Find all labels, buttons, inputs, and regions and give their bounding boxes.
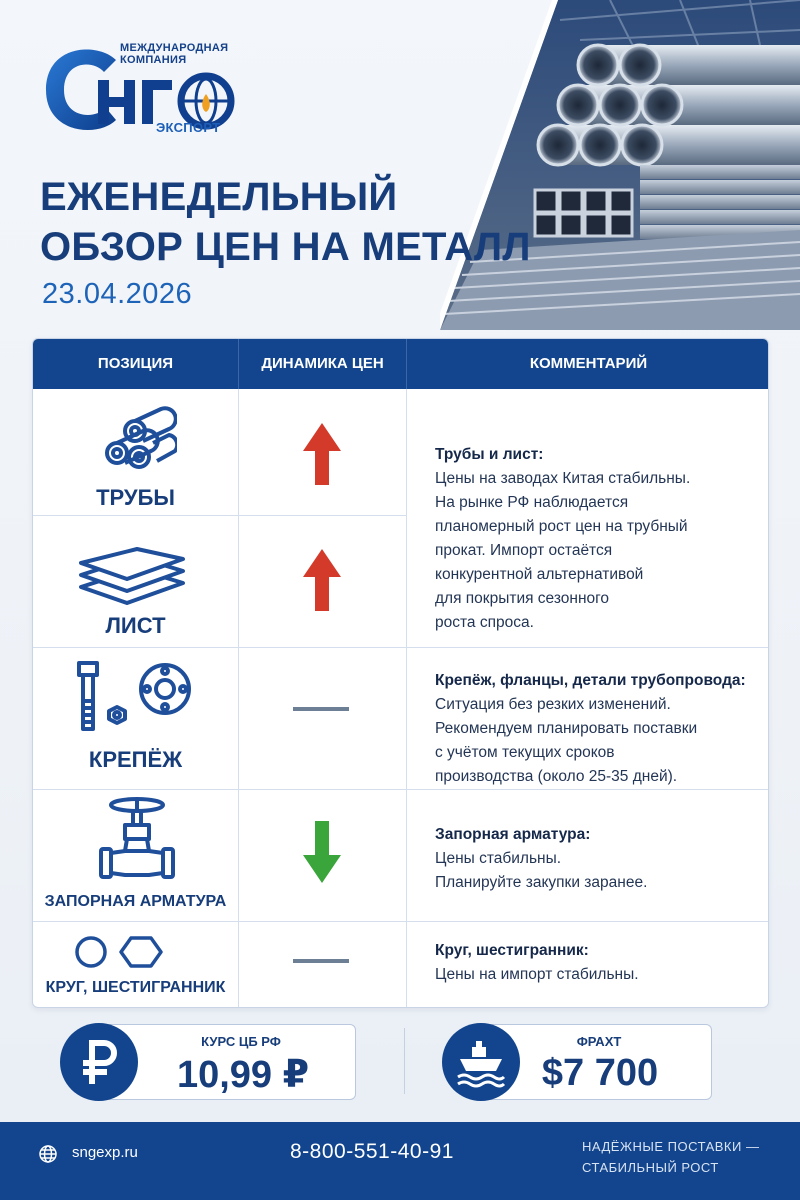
exchange-rate-value: 10,99 ₽ xyxy=(176,1054,310,1096)
comment-fastener xyxy=(435,669,765,789)
arrow-up-icon xyxy=(303,549,341,611)
pipes-icon xyxy=(95,403,177,471)
steel-products-photo xyxy=(440,0,800,330)
ruble-icon xyxy=(60,1023,138,1101)
column-divider xyxy=(238,389,239,1007)
column-divider xyxy=(406,389,407,1007)
slogan-line-1: НАДЁЖНЫЕ ПОСТАВКИ — xyxy=(582,1139,760,1154)
row-divider xyxy=(33,789,769,790)
arrow-down-icon xyxy=(303,821,341,883)
freight-value: $7 700 xyxy=(541,1052,659,1094)
comment-line: роста спроса. xyxy=(435,614,534,631)
fastener-icon xyxy=(75,661,193,735)
comment-round-hex xyxy=(435,939,765,987)
comment-title: Трубы и лист: xyxy=(435,446,544,463)
footer xyxy=(0,1122,800,1200)
arrow-up-icon xyxy=(303,423,341,485)
row-divider xyxy=(33,921,769,922)
title-line-1: ЕЖЕНЕДЕЛЬНЫЙ xyxy=(40,175,398,219)
flat-dash-icon xyxy=(293,705,349,713)
row-divider xyxy=(33,647,769,648)
logo-text-export: ЭКСПОРТ xyxy=(156,120,221,135)
header-dynamics: ДИНАМИКА ЦЕН xyxy=(238,339,406,389)
position-label-pipes: ТРУБЫ xyxy=(96,485,175,510)
title-line-2: ОБЗОР ЦЕН НА МЕТАЛЛ xyxy=(40,225,531,269)
ruble-badge xyxy=(60,1023,138,1101)
exchange-rate-label: КУРС ЦБ РФ xyxy=(201,1034,281,1049)
position-label-valve: ЗАПОРНАЯ АРМАТУРА xyxy=(44,893,227,910)
header-position: ПОЗИЦИЯ xyxy=(97,355,174,372)
comment-pipes-sheet xyxy=(435,443,765,635)
comment-title: Круг, шестигранник: xyxy=(435,942,589,959)
comment-line: Ситуация без резких изменений. xyxy=(435,696,671,713)
comment-line: На рынке РФ наблюдается xyxy=(435,494,629,511)
comment-line: для покрытия сезонного xyxy=(435,590,610,607)
logo-text-company: КОМПАНИЯ xyxy=(120,54,187,66)
comment-title: Крепёж, фланцы, детали трубопровода: xyxy=(435,672,746,689)
table-header xyxy=(33,339,769,389)
comment-line: Цены стабильны. xyxy=(435,850,562,867)
comment-title: Запорная арматура: xyxy=(435,826,591,843)
price-table xyxy=(32,338,769,1008)
report-date: 23.04.2026 xyxy=(42,278,193,310)
globe-icon xyxy=(38,1144,58,1164)
ship-badge xyxy=(442,1023,520,1101)
comment-line: производства (около 25-35 дней). xyxy=(435,768,678,785)
page-title xyxy=(40,172,531,272)
header-comment: КОММЕНТАРИЙ xyxy=(406,339,769,389)
comment-line: планомерный рост цен на трубный xyxy=(435,518,688,535)
valve-icon xyxy=(97,797,177,885)
comment-line: Цены на заводах Китая стабильны. xyxy=(435,470,691,487)
comment-line: конкурентной альтернативой xyxy=(435,566,644,583)
comment-line: Планируйте закупки заранее. xyxy=(435,874,648,891)
row-divider xyxy=(33,515,406,516)
logo-text-international: МЕЖДУНАРОДНАЯ xyxy=(120,42,229,54)
comment-line: с учётом текущих сроков xyxy=(435,744,615,761)
sheets-icon xyxy=(75,547,189,607)
flat-dash-icon xyxy=(293,957,349,965)
website-link[interactable]: sngexp.ru xyxy=(72,1144,138,1161)
position-label-sheet: ЛИСТ xyxy=(105,613,166,638)
comment-line: Цены на импорт стабильны. xyxy=(435,966,639,983)
comment-valve xyxy=(435,823,765,895)
slogan-line-2: СТАБИЛЬНЫЙ РОСТ xyxy=(582,1160,719,1175)
phone-number[interactable]: 8-800-551-40-91 xyxy=(290,1140,454,1163)
comment-line: прокат. Импорт остаётся xyxy=(435,542,613,559)
position-label-fastener: КРЕПЁЖ xyxy=(88,747,183,772)
company-logo[interactable] xyxy=(38,38,248,148)
comment-line: Рекомендуем планировать поставки xyxy=(435,720,698,737)
ship-icon xyxy=(442,1023,520,1101)
cards-divider xyxy=(404,1028,405,1094)
slogan xyxy=(582,1136,759,1178)
position-label-round-hex: КРУГ, ШЕСТИГРАННИК xyxy=(45,979,226,996)
round-hex-icon xyxy=(73,935,167,969)
freight-label: ФРАХТ xyxy=(576,1034,622,1049)
header xyxy=(0,0,800,330)
